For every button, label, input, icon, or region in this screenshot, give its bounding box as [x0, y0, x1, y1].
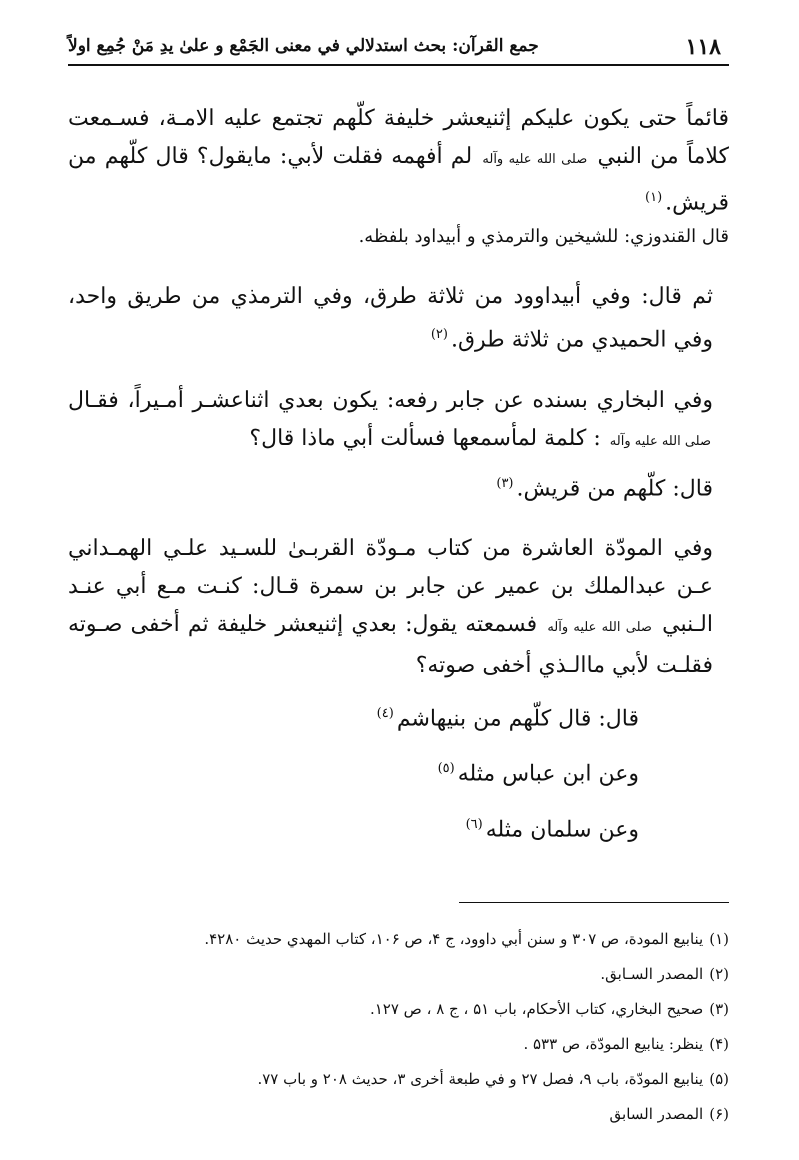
paragraph-3-answer-text: قال: كلّهم من قريش. — [516, 475, 713, 501]
footnote-ref-2: (٢) — [430, 327, 448, 343]
quote-line-1-text: قال: قال كلّهم من بنيهاشم — [396, 706, 639, 732]
salawat-ligature: صلى الله عليه وآله — [482, 152, 588, 167]
running-title: جمع القرآن: بحث استدلالي في معنى الجَمْع و علىٰ يدِ مَنْ جُمِع اولاً — [68, 36, 539, 56]
main-text — [68, 100, 729, 861]
footnote-item — [68, 1101, 729, 1128]
footnote-item — [68, 996, 729, 1023]
footnote-text: ينابيع المودة، ص ٣٠٧ و سنن أبي داوود، ج ۴، ص ١٠۶، كتاب المهدي حديث ۴٢٨٠. — [204, 930, 704, 948]
paragraph-3-text-b: : كلمة لمأسمعها فسألت أبي ماذا قال؟ — [249, 425, 601, 451]
qanduzi-note: قال القندوزي: للشيخين والترمذي و أبيداود بلفظه. — [358, 226, 729, 248]
footnote-item — [68, 926, 729, 953]
salawat-ligature: صلى الله عليه وآله — [609, 433, 711, 449]
paragraph-1-text-a: قائماً حتى يكون عليكم إثنيعشر خليفة كلّهم تجتمع عليه الامـة، فسـمعت كلاماً من النبي — [68, 106, 729, 169]
footnote-item — [68, 1031, 729, 1058]
paragraph-4-text-b: فسمعته يقول: بعدي إثنيعشر خليفة ثم أخفى صـوته فقلـت لأبي ماالـذي أخفى صوته؟ — [68, 611, 713, 678]
quote-line-2 — [68, 750, 729, 793]
page-header — [68, 28, 729, 66]
footnotes-list — [68, 926, 729, 1136]
footnote-ref-6: (٦) — [465, 816, 483, 832]
footnote-item — [68, 1066, 729, 1093]
quote-line-2-text: وعن ابن عباس مثله — [457, 761, 639, 787]
paragraph-2-text: ثم قال: وفي أبيداوود من ثلاثة طرق، وفي الترمذي من طريق واحد، وفي الحميدي من ثلاثة طرق. — [68, 284, 713, 353]
footnote-number: (١) — [709, 930, 729, 948]
paragraph-3-text-a: وفي البخاري بسنده عن جابر رفعه: يكون بعدي اثناعشـر أمـيراً، فقـال — [68, 387, 713, 413]
quote-line-3 — [68, 806, 729, 849]
footnote-number: (٢) — [709, 965, 729, 983]
footnote-text: المصدر السابق — [609, 1105, 704, 1123]
paragraph-1 — [68, 100, 729, 222]
paragraph-2 — [68, 278, 729, 359]
footnote-number: (۴) — [709, 1035, 729, 1053]
salawat-ligature: صلى الله عليه وآله — [547, 619, 652, 635]
footnote-separator — [459, 902, 729, 903]
footnote-text: صحيح البخاري، كتاب الأحكام، باب ۵١ ، ج ٨ ، ص ١٢٧. — [369, 1000, 704, 1018]
paragraph-1-text-b: لم أفهمه فقلت لأبي: مايقول؟ قال كلّهم من قريش. — [68, 144, 729, 216]
quote-line-1 — [68, 695, 729, 738]
footnote-ref-3: (٣) — [496, 475, 514, 491]
footnote-text: ينظر: ينابيع المودّة، ص ۵٣٣ . — [523, 1035, 704, 1053]
footnote-ref-4: (٤) — [376, 705, 394, 721]
quote-line-3-text: وعن سلمان مثله — [485, 816, 639, 842]
footnote-text: ينابيع المودّة، باب ٩، فصل ٢٧ و في طبعة أخرى ٣، حديث ٢٠٨ و باب ٧٧. — [257, 1070, 704, 1088]
paragraph-3-answer — [68, 465, 729, 508]
footnote-text: المصدر السـابق. — [600, 965, 704, 983]
page-number: ١١٨ — [685, 34, 721, 60]
footnote-ref-1: (١) — [645, 190, 663, 205]
footnote-item — [68, 961, 729, 988]
footnote-number: (٣) — [709, 1000, 729, 1018]
footnote-number: (۶) — [709, 1105, 729, 1123]
footnote-ref-5: (٥) — [437, 761, 455, 777]
paragraph-4-text-a: وفي المودّة العاشرة من كتاب مـودّة القربـىٰ للسـيد علـي الهمـداني عـن عبدالملك بن عمير عن جابر بن سمرة قـال: كنـت مـع أبي عنـد الـنبي — [68, 535, 713, 637]
paragraph-4 — [68, 530, 729, 685]
paragraph-3 — [68, 382, 729, 461]
footnote-number: (۵) — [709, 1070, 729, 1088]
